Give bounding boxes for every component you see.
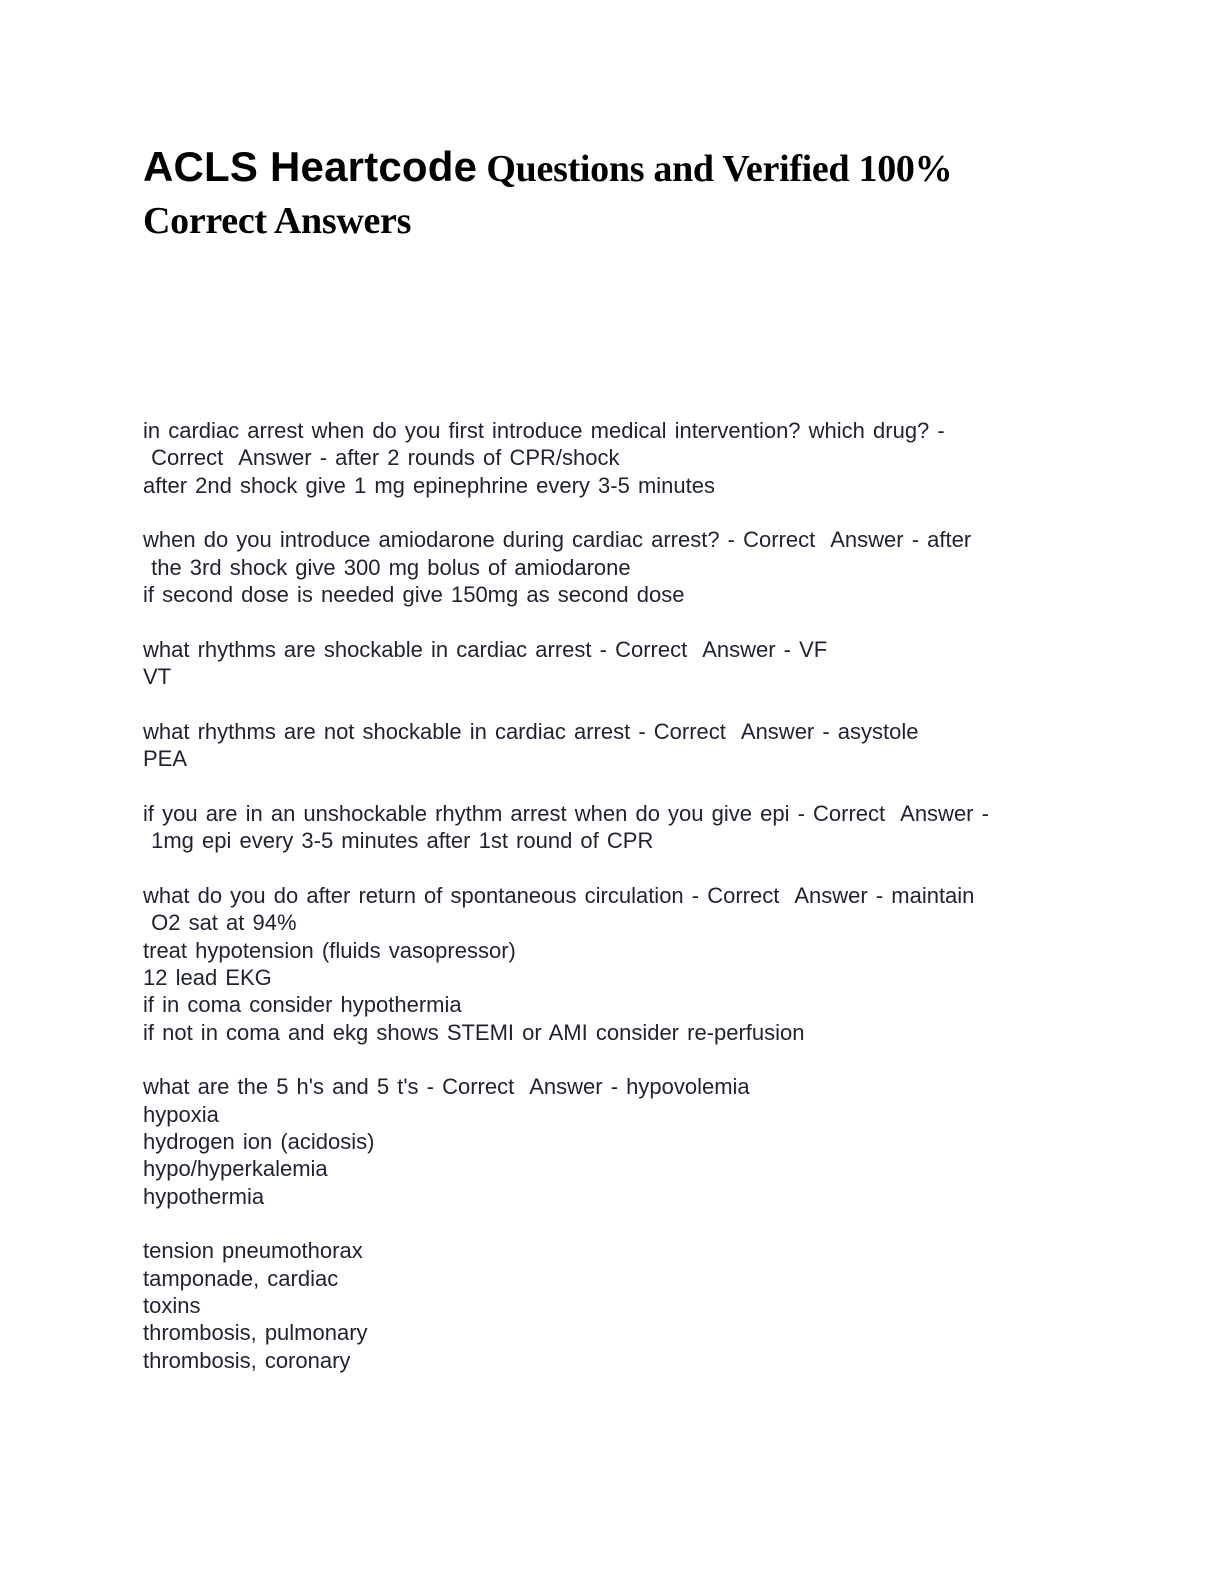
text-line: VT [143,664,172,690]
paragraph-gap [143,690,1083,717]
paragraph-gap [143,1046,1083,1073]
text-line: Correct Answer - after 2 rounds of CPR/shock [143,445,620,471]
paragraph-gap [143,499,1083,526]
text-line: toxins [143,1293,201,1318]
qa-body [143,417,1083,1374]
text-line: thrombosis, pulmonary [143,1320,368,1346]
paragraph-gap [143,772,1083,799]
paragraph-gap [143,608,1083,635]
text-line: if second dose is needed give 150mg as second dose [143,582,685,608]
text-line: what do you do after return of spontaneous circulation - Correct Answer - maintain [143,882,975,908]
text-line: if in coma consider hypothermia [143,992,462,1018]
paragraph-gap [143,1210,1083,1237]
text-line: if not in coma and ekg shows STEMI or AMI consider re-perfusion [143,1019,805,1045]
text-line: treat hypotension (fluids vasopressor) [143,937,516,963]
text-line: O2 sat at 94% [143,910,297,936]
text-line: tamponade, cardiac [143,1265,339,1291]
text-line: the 3rd shock give 300 mg bolus of amiodarone [143,554,631,580]
document-title [143,143,1083,243]
text-line: PEA [143,746,188,772]
text-line: what are the 5 h's and 5 t's - Correct Answer - hypovolemia [143,1074,750,1100]
text-line: in cardiac arrest when do you first introduce medical intervention? which drug? - [143,418,945,443]
text-line: after 2nd shock give 1 mg epinephrine every 3-5 minutes [143,472,715,498]
text-line: hydrogen ion (acidosis) [143,1128,375,1154]
text-line: if you are in an unshockable rhythm arrest when do you give epi - Correct Answer - [143,800,989,826]
title-main: ACLS Heartcode [143,143,478,190]
paragraph-gap [143,855,1083,882]
text-line: what rhythms are shockable in cardiac arrest - Correct Answer - VF [143,636,828,662]
text-line: thrombosis, coronary [143,1347,351,1373]
text-line: tension pneumothorax [143,1238,363,1264]
text-line: what rhythms are not shockable in cardiac arrest - Correct Answer - asystole [143,718,919,744]
text-line: 12 lead EKG [143,964,272,990]
title-line-2: Correct Answers [143,200,412,242]
text-line: hypoxia [143,1101,219,1127]
text-line: hypothermia [143,1183,265,1209]
text-line: 1mg epi every 3-5 minutes after 1st round of CPR [143,828,654,854]
title-rest: Questions and Verified 100% [477,148,953,190]
text-line: hypo/hyperkalemia [143,1156,328,1182]
title-line-1 [143,143,1083,199]
text-line: when do you introduce amiodarone during cardiac arrest? - Correct Answer - after [143,527,972,553]
